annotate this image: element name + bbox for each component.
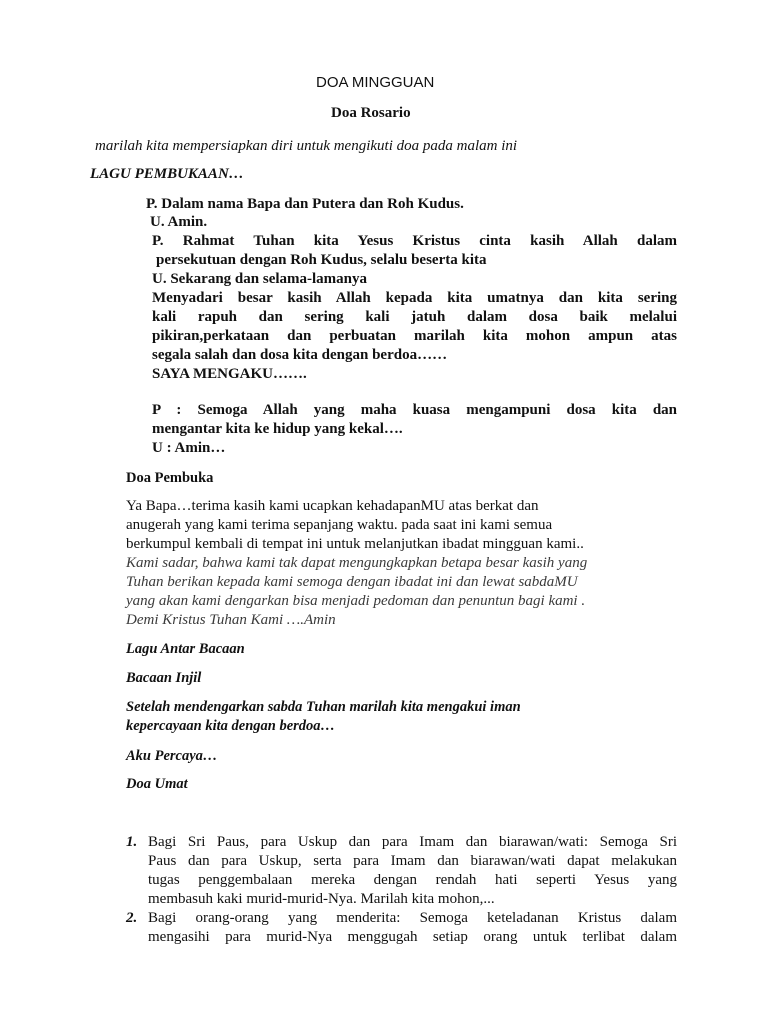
liturgy-line: pikiran,perkataan dan perbuatan marilah kita mohon ampun atas: [152, 328, 677, 344]
liturgy-line: P. Dalam nama Bapa dan Putera dan Roh Kudus.: [146, 196, 464, 212]
intercession-line: Bagi Sri Paus, para Uskup dan para Imam dan biarawan/wati: Semoga Sri: [148, 834, 677, 850]
liturgy-line: SAYA MENGAKU…….: [152, 366, 307, 382]
opening-prayer-italic-line: yang akan kami dengarkan bisa menjadi pedoman dan penuntun bagi kami .: [126, 593, 586, 609]
liturgy-line: U : Amin…: [152, 440, 226, 456]
opening-prayer-italic-line: Tuhan berikan kepada kami semoga dengan ibadat ini dan lewat sabdaMU: [126, 574, 578, 590]
creed-heading: Aku Percaya…: [126, 748, 218, 764]
intercession-line: membasuh kaki murid-murid-Nya. Marilah kita mohon,...: [148, 891, 495, 907]
intercession-number: 1.: [126, 834, 138, 850]
intercession-line: tugas penggembalaan mereka dengan rendah hati seperti Yesus yang: [148, 872, 677, 888]
opening-song-heading: LAGU PEMBUKAAN…: [90, 166, 244, 182]
intercessions-heading: Doa Umat: [126, 776, 188, 792]
liturgy-line: P : Semoga Allah yang maha kuasa mengampuni dosa kita dan: [152, 402, 677, 418]
intercession-line: mengasihi para murid-Nya menggugah setiap orang untuk terlibat dalam: [148, 929, 677, 945]
liturgy-line: U. Sekarang dan selama-lamanya: [152, 271, 368, 287]
liturgy-line: segala salah dan dosa kita dengan berdoa……: [152, 347, 448, 363]
creed-intro-line: Setelah mendengarkan sabda Tuhan marilah kita mengakui iman: [126, 699, 521, 715]
creed-intro-line: kepercayaan kita dengan berdoa…: [126, 718, 336, 734]
liturgy-line: U. Amin.: [150, 214, 208, 230]
liturgy-line: kali rapuh dan sering kali jatuh dalam dosa baik melalui: [152, 309, 677, 325]
opening-prayer-italic-line: Demi Kristus Tuhan Kami ….Amin: [126, 612, 336, 628]
intercession-line: Paus dan para Uskup, serta para Imam dan biarawan/wati dapat melakukan: [148, 853, 677, 869]
opening-prayer-line: berkumpul kembali di tempat ini untuk melanjutkan ibadat mingguan kami..: [126, 536, 584, 552]
intercession-line: Bagi orang-orang yang menderita: Semoga keteladanan Kristus dalam: [148, 910, 677, 926]
opening-prayer-heading: Doa Pembuka: [126, 470, 214, 486]
liturgy-line: Menyadari besar kasih Allah kepada kita umatnya dan kita sering: [152, 290, 677, 306]
opening-prayer-line: anugerah yang kami terima sepanjang waktu. pada saat ini kami semua: [126, 517, 553, 533]
page-subtitle: Doa Rosario: [331, 105, 411, 121]
opening-prayer-italic-line: Kami sadar, bahwa kami tak dapat mengungkapkan betapa besar kasih yang: [126, 555, 588, 571]
gospel-reading-heading: Bacaan Injil: [126, 670, 202, 686]
intercession-number: 2.: [126, 910, 138, 926]
liturgy-line: P. Rahmat Tuhan kita Yesus Kristus cinta kasih Allah dalam: [152, 233, 677, 249]
song-between-readings-heading: Lagu Antar Bacaan: [126, 641, 245, 657]
liturgy-line: mengantar kita ke hidup yang kekal….: [152, 421, 403, 437]
intro-text: marilah kita mempersiapkan diri untuk mengikuti doa pada malam ini: [95, 138, 518, 154]
liturgy-line: persekutuan dengan Roh Kudus, selalu beserta kita: [156, 252, 487, 268]
opening-prayer-line: Ya Bapa…terima kasih kami ucapkan kehadapanMU atas berkat dan: [126, 498, 539, 514]
page-title: DOA MINGGUAN: [316, 74, 435, 91]
